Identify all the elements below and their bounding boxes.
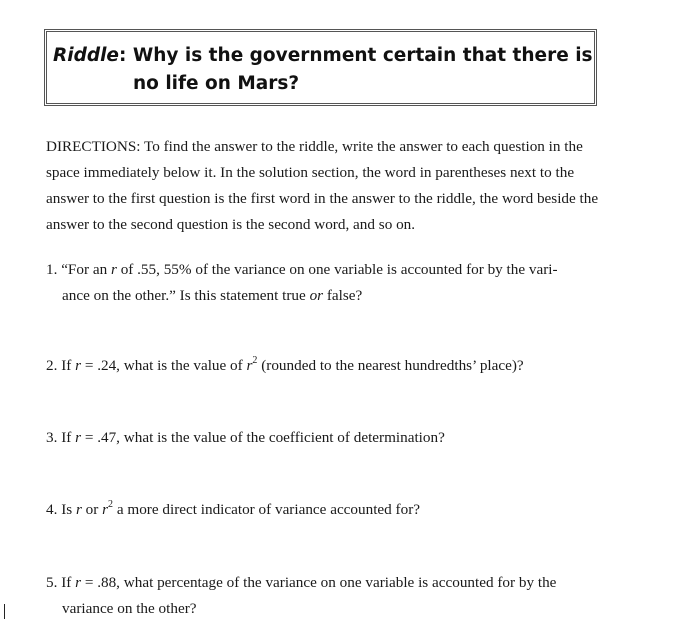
- question-3: [46, 425, 616, 451]
- q4-text-a: 4. Is: [46, 501, 76, 518]
- q1-text-d: false?: [323, 287, 363, 304]
- q2-text-c: (rounded to the nearest hundredths’ place)?: [257, 357, 524, 374]
- q1-var-r: r: [110, 261, 117, 278]
- q5-text-a: 5. If: [46, 574, 76, 591]
- q4-var-r2: r: [102, 501, 109, 518]
- q4-text-b: or: [81, 501, 103, 518]
- question-5: [46, 570, 616, 622]
- q2-var-r2: r: [246, 357, 253, 374]
- q2-text-b: = .24, what is the value of: [81, 357, 247, 374]
- q2-exponent: 2: [252, 354, 258, 366]
- q5-continuation: variance on the other?: [62, 600, 197, 617]
- question-4: [46, 497, 616, 523]
- q5-var-r: r: [75, 574, 82, 591]
- q4-var-r: r: [75, 501, 82, 518]
- q1-or: or: [309, 287, 324, 304]
- q5-text-b: = .88, what percentage of the variance on one variable is accounted for by the: [81, 574, 557, 591]
- q1-continuation: [46, 283, 616, 309]
- q3-text-a: 3. If: [46, 429, 76, 446]
- question-2: [46, 353, 616, 379]
- q1-text-b: of .55, 55% of the variance on one variable is accounted for by the vari-: [116, 261, 558, 278]
- q3-var-r: r: [75, 429, 82, 446]
- q4-exponent: 2: [108, 498, 114, 510]
- q1-text-a: 1. “For an: [46, 261, 111, 278]
- riddle-text: [53, 42, 593, 98]
- riddle-label: Riddle: [53, 45, 119, 66]
- text-cursor-mark: [4, 604, 5, 619]
- q4-text-c: a more direct indicator of variance accounted for?: [113, 501, 421, 518]
- q2-text-a: 2. If: [46, 357, 76, 374]
- q1-text-c: ance on the other.” Is this statement true: [62, 287, 310, 304]
- riddle-colon: :: [118, 45, 127, 66]
- q3-text-b: = .47, what is the value of the coefficient of determination?: [81, 429, 445, 446]
- directions-paragraph: DIRECTIONS: To find the answer to the riddle, write the answer to each question in the space immediately below it. In the solution section, the word in parentheses next to the answer to the first question is the first word in the answer to the riddle, the word beside the answer to the second question is the second word, and so on.: [46, 138, 599, 233]
- q2-var-r: r: [75, 357, 82, 374]
- question-1: [46, 257, 616, 309]
- riddle-line-1: Why is the government certain that there is: [126, 45, 593, 66]
- riddle-box: [44, 29, 597, 106]
- riddle-line-2: no life on Mars?: [133, 73, 300, 94]
